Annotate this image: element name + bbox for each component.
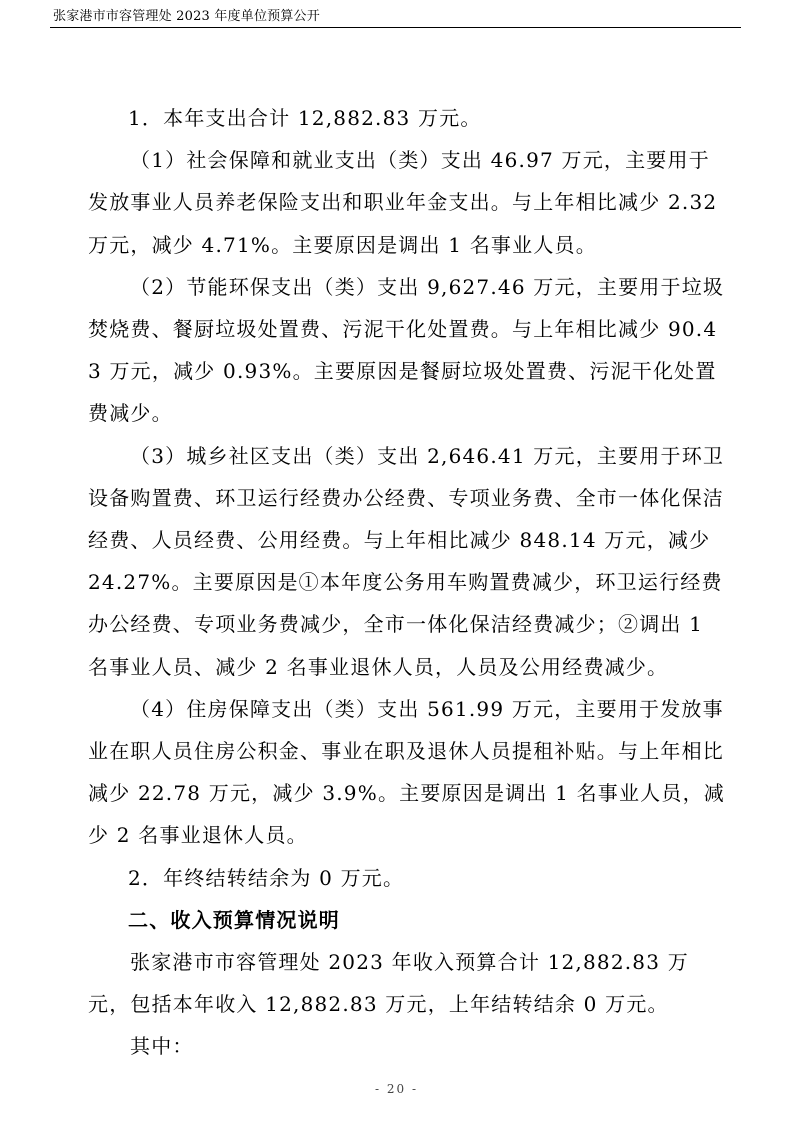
expenditure-total: 1．本年支出合计 12,882.83 万元。 [128, 106, 482, 130]
urban-rural-paragraph: （3）城乡社区支出（类）支出 2,646.41 万元，主要用于环卫设备购置费、环卫运行经费办公经费、专项业务费、全市一体化保洁经费、人员经费、公用经费。与上年相比减少 848.14 万元，减少 24.27%。主要原因是①本年度公务用车购置费减少，环卫运行经费办公经费、专项业务费减少，全市一体化保洁经费减少；②调出 1 名事业人员、减少 2 名事业退休人员，人员及公用经费减少。 [88, 443, 725, 679]
among-which-label: 其中： [130, 1034, 194, 1059]
running-header: 张家港市市容管理处 2023 年度单位预算公开 [53, 9, 320, 24]
income-budget-paragraph: 张家港市市容管理处 2023 年收入预算合计 12,882.83 万元，包括本年收入 12,882.83 万元，上年结转结余 0 万元。 [88, 950, 689, 1017]
section-heading-income-budget: 二、收入预算情况说明 [128, 907, 340, 932]
carryover-balance: 2．年终结转结余为 0 万元。 [128, 865, 405, 890]
page-number: - 20 - [374, 1082, 418, 1096]
header-rule [50, 27, 741, 28]
document-body [88, 97, 728, 1068]
energy-environment-paragraph: （2）节能环保支出（类）支出 9,627.46 万元，主要用于垃圾焚烧费、餐厨垃圾处置费、污泥干化处置费。与上年相比减少 90.43 万元，减少 0.93%。主要原因是餐厨垃圾处置费、污泥干化处置费减少。 [88, 274, 725, 426]
social-security-paragraph: （1）社会保障和就业支出（类）支出 46.97 万元，主要用于发放事业人员养老保险支出和职业年金支出。与上年相比减少 2.32 万元，减少 4.71%。主要原因是调出 1 名事业人员。 [88, 148, 718, 257]
housing-security-paragraph: （4）住房保障支出（类）支出 561.99 万元，主要用于发放事业在职人员住房公积金、事业在职及退休人员提租补贴。与上年相比减少 22.78 万元，减少 3.9%。主要原因是调出 1 名事业人员，减少 2 名事业退休人员。 [88, 696, 725, 848]
